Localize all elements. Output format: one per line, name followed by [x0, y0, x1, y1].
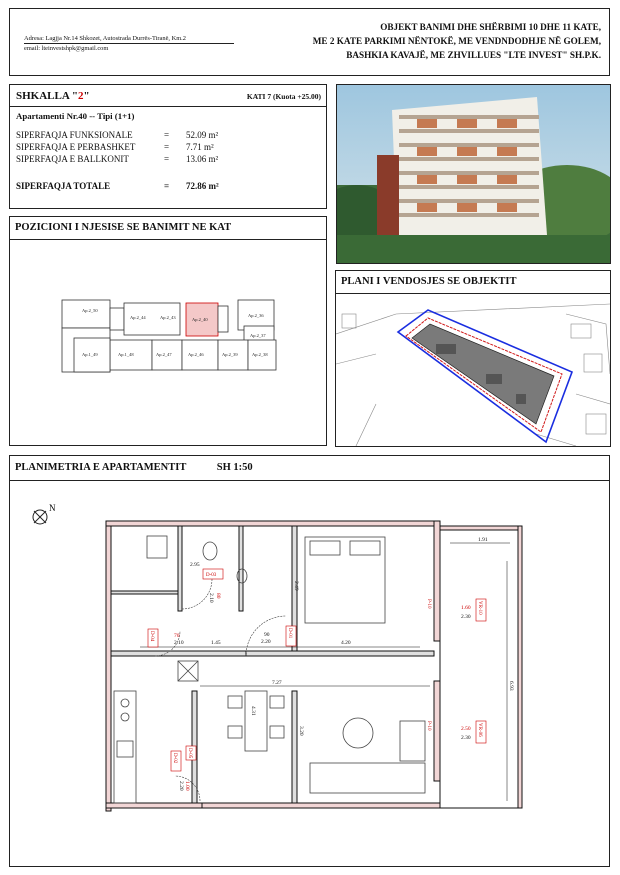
apartment-info-panel: [9, 84, 327, 209]
wall-tag: P-10: [426, 599, 431, 609]
armchair: [400, 721, 425, 761]
email-text: email: lteinvestshpk@gmail.com: [24, 45, 109, 52]
dimension-label: 80: [215, 593, 221, 599]
unit-label: Ap.2_47: [156, 352, 172, 357]
building-rendering: [336, 84, 611, 264]
door-tag: D-03: [206, 573, 217, 578]
unit-position-panel: [9, 216, 327, 446]
dimension-label: 1.91: [478, 537, 488, 543]
dimension-label: 2.50: [461, 726, 471, 732]
shower: [147, 536, 167, 558]
unit-label: Ap.2_43: [160, 315, 176, 320]
shkalla-close: ": [83, 90, 90, 102]
unit-label: Ap.1_48: [118, 352, 134, 357]
address-text: Adresa: Lagjja Nr.14 Shkozet, Autostrada Durrës-Tiranë, Km.2: [24, 34, 234, 44]
contact-block: [24, 34, 234, 53]
header-panel: [9, 8, 610, 76]
project-title-line3: BASHKIA KAVAJË, ME ZHVILLUES "LTE INVEST" SH.P.K.: [346, 50, 601, 60]
dimension-label: 7.27: [272, 680, 282, 686]
dimension-label: 2.49: [293, 581, 299, 591]
unit-label: Ap.2_44: [130, 315, 146, 320]
project-title-line1: OBJEKT BANIMI DHE SHËRBIMI 10 DHE 11 KATE,: [380, 22, 601, 32]
dimension-label: 2.95: [190, 562, 200, 568]
floor-key-plan: [10, 240, 326, 446]
divider: [10, 106, 326, 107]
plan-scale: SH 1:50: [216, 462, 253, 473]
door-tag: D-02: [172, 753, 177, 764]
door-tag: D-01: [287, 628, 292, 639]
unit-label: Ap.2_36: [248, 313, 264, 318]
area-eq: =: [164, 142, 170, 152]
door-tag: D-05: [187, 748, 192, 759]
area-label: SIPERFAQJA TOTALE: [16, 181, 111, 191]
pillow: [350, 541, 380, 555]
unit-label: Ap.2_46: [188, 352, 204, 357]
shkalla-label: [16, 90, 90, 102]
unit-label: Ap.2_39: [222, 352, 238, 357]
shkalla-text: SHKALLA ": [16, 90, 79, 102]
area-label: SIPERFAQJA E PERBASHKET: [16, 142, 136, 152]
area-eq: =: [164, 154, 170, 164]
dimension-label: 1.60: [461, 605, 471, 611]
unit-position-title: POZICIONI I NJESISE SE BANIMIT NE KAT: [10, 217, 326, 240]
door-tag: D-04: [149, 631, 154, 642]
area-value: 52.09 m²: [186, 130, 219, 140]
area-label: SIPERFAQJA E BALLKONIT: [16, 154, 129, 164]
unit-label: Ap.1_49: [82, 352, 98, 357]
kitchen-sink: [117, 741, 133, 757]
site-plan-panel: [335, 270, 611, 447]
dimension-label: 2.10: [208, 593, 214, 603]
dimension-label: 6.93: [508, 681, 514, 691]
dimension-label: 2.10: [174, 640, 184, 646]
dimension-label: 2.20: [261, 639, 271, 645]
dimension-label: 3.20: [298, 726, 304, 736]
window-tag: VR-06: [477, 723, 482, 737]
floor-level: KATI 7 (Kuota +25.00): [246, 92, 321, 101]
apartment-type: Apartamenti Nr.40 -- Tipi (1+1): [16, 111, 135, 121]
area-label: SIPERFAQJA FUNKSIONALE: [16, 130, 133, 140]
window-tag: VR-10: [477, 601, 482, 615]
sofa: [310, 763, 425, 793]
unit-outline: [62, 300, 110, 328]
area-value: 7.71 m²: [186, 142, 214, 152]
north-label: N: [49, 503, 56, 513]
toilet: [203, 542, 217, 560]
unit-outline: [110, 308, 124, 330]
apartment-plan-panel: [9, 455, 610, 867]
floor-plan-drawing: [10, 481, 609, 867]
dimension-label: 70: [174, 633, 180, 639]
dimension-label: 2.30: [461, 735, 471, 741]
unit-label: Ap.2_50: [82, 308, 98, 313]
project-title-line2: ME 2 KATE PARKIMI NËNTOKË, ME VENDNDODHJE NË GOLEM,: [312, 36, 601, 46]
site-plan-drawing: [336, 294, 610, 446]
apartment-plan-label: PLANIMETRIA E APARTAMENTIT: [15, 462, 187, 473]
area-value: 13.06 m²: [186, 154, 219, 164]
dimension-label: 2.30: [461, 614, 471, 620]
unit-outline: [218, 306, 228, 332]
dimension-label: 1.00: [184, 781, 190, 791]
area-value: 72.86 m²: [186, 181, 219, 191]
dining-table: [245, 691, 267, 751]
project-title: [241, 20, 601, 62]
wall-tag: P-10: [426, 721, 431, 731]
unit-label: Ap.2_38: [252, 352, 268, 357]
north-arrow-icon: [33, 503, 56, 524]
area-eq: =: [164, 181, 170, 191]
site-plan-title: PLANI I VENDOSJES SE OBJEKTIT: [336, 271, 611, 294]
building-rendering-image: [337, 85, 611, 264]
shkalla-number: 2: [78, 90, 84, 102]
dimension-label: 1.45: [211, 640, 221, 646]
coffee-table: [343, 718, 373, 748]
unit-label: Ap.2_37: [250, 333, 266, 338]
dimension-label: 4.31: [250, 706, 256, 716]
pillow: [310, 541, 340, 555]
bed: [305, 537, 385, 623]
dimension-label: 4.20: [341, 640, 351, 646]
dimension-label: 2.20: [178, 781, 184, 791]
dimension-label: 90: [264, 632, 270, 638]
area-eq: =: [164, 130, 170, 140]
apartment-plan-title: [10, 456, 609, 481]
unit-label: Ap.2_40: [192, 317, 208, 322]
